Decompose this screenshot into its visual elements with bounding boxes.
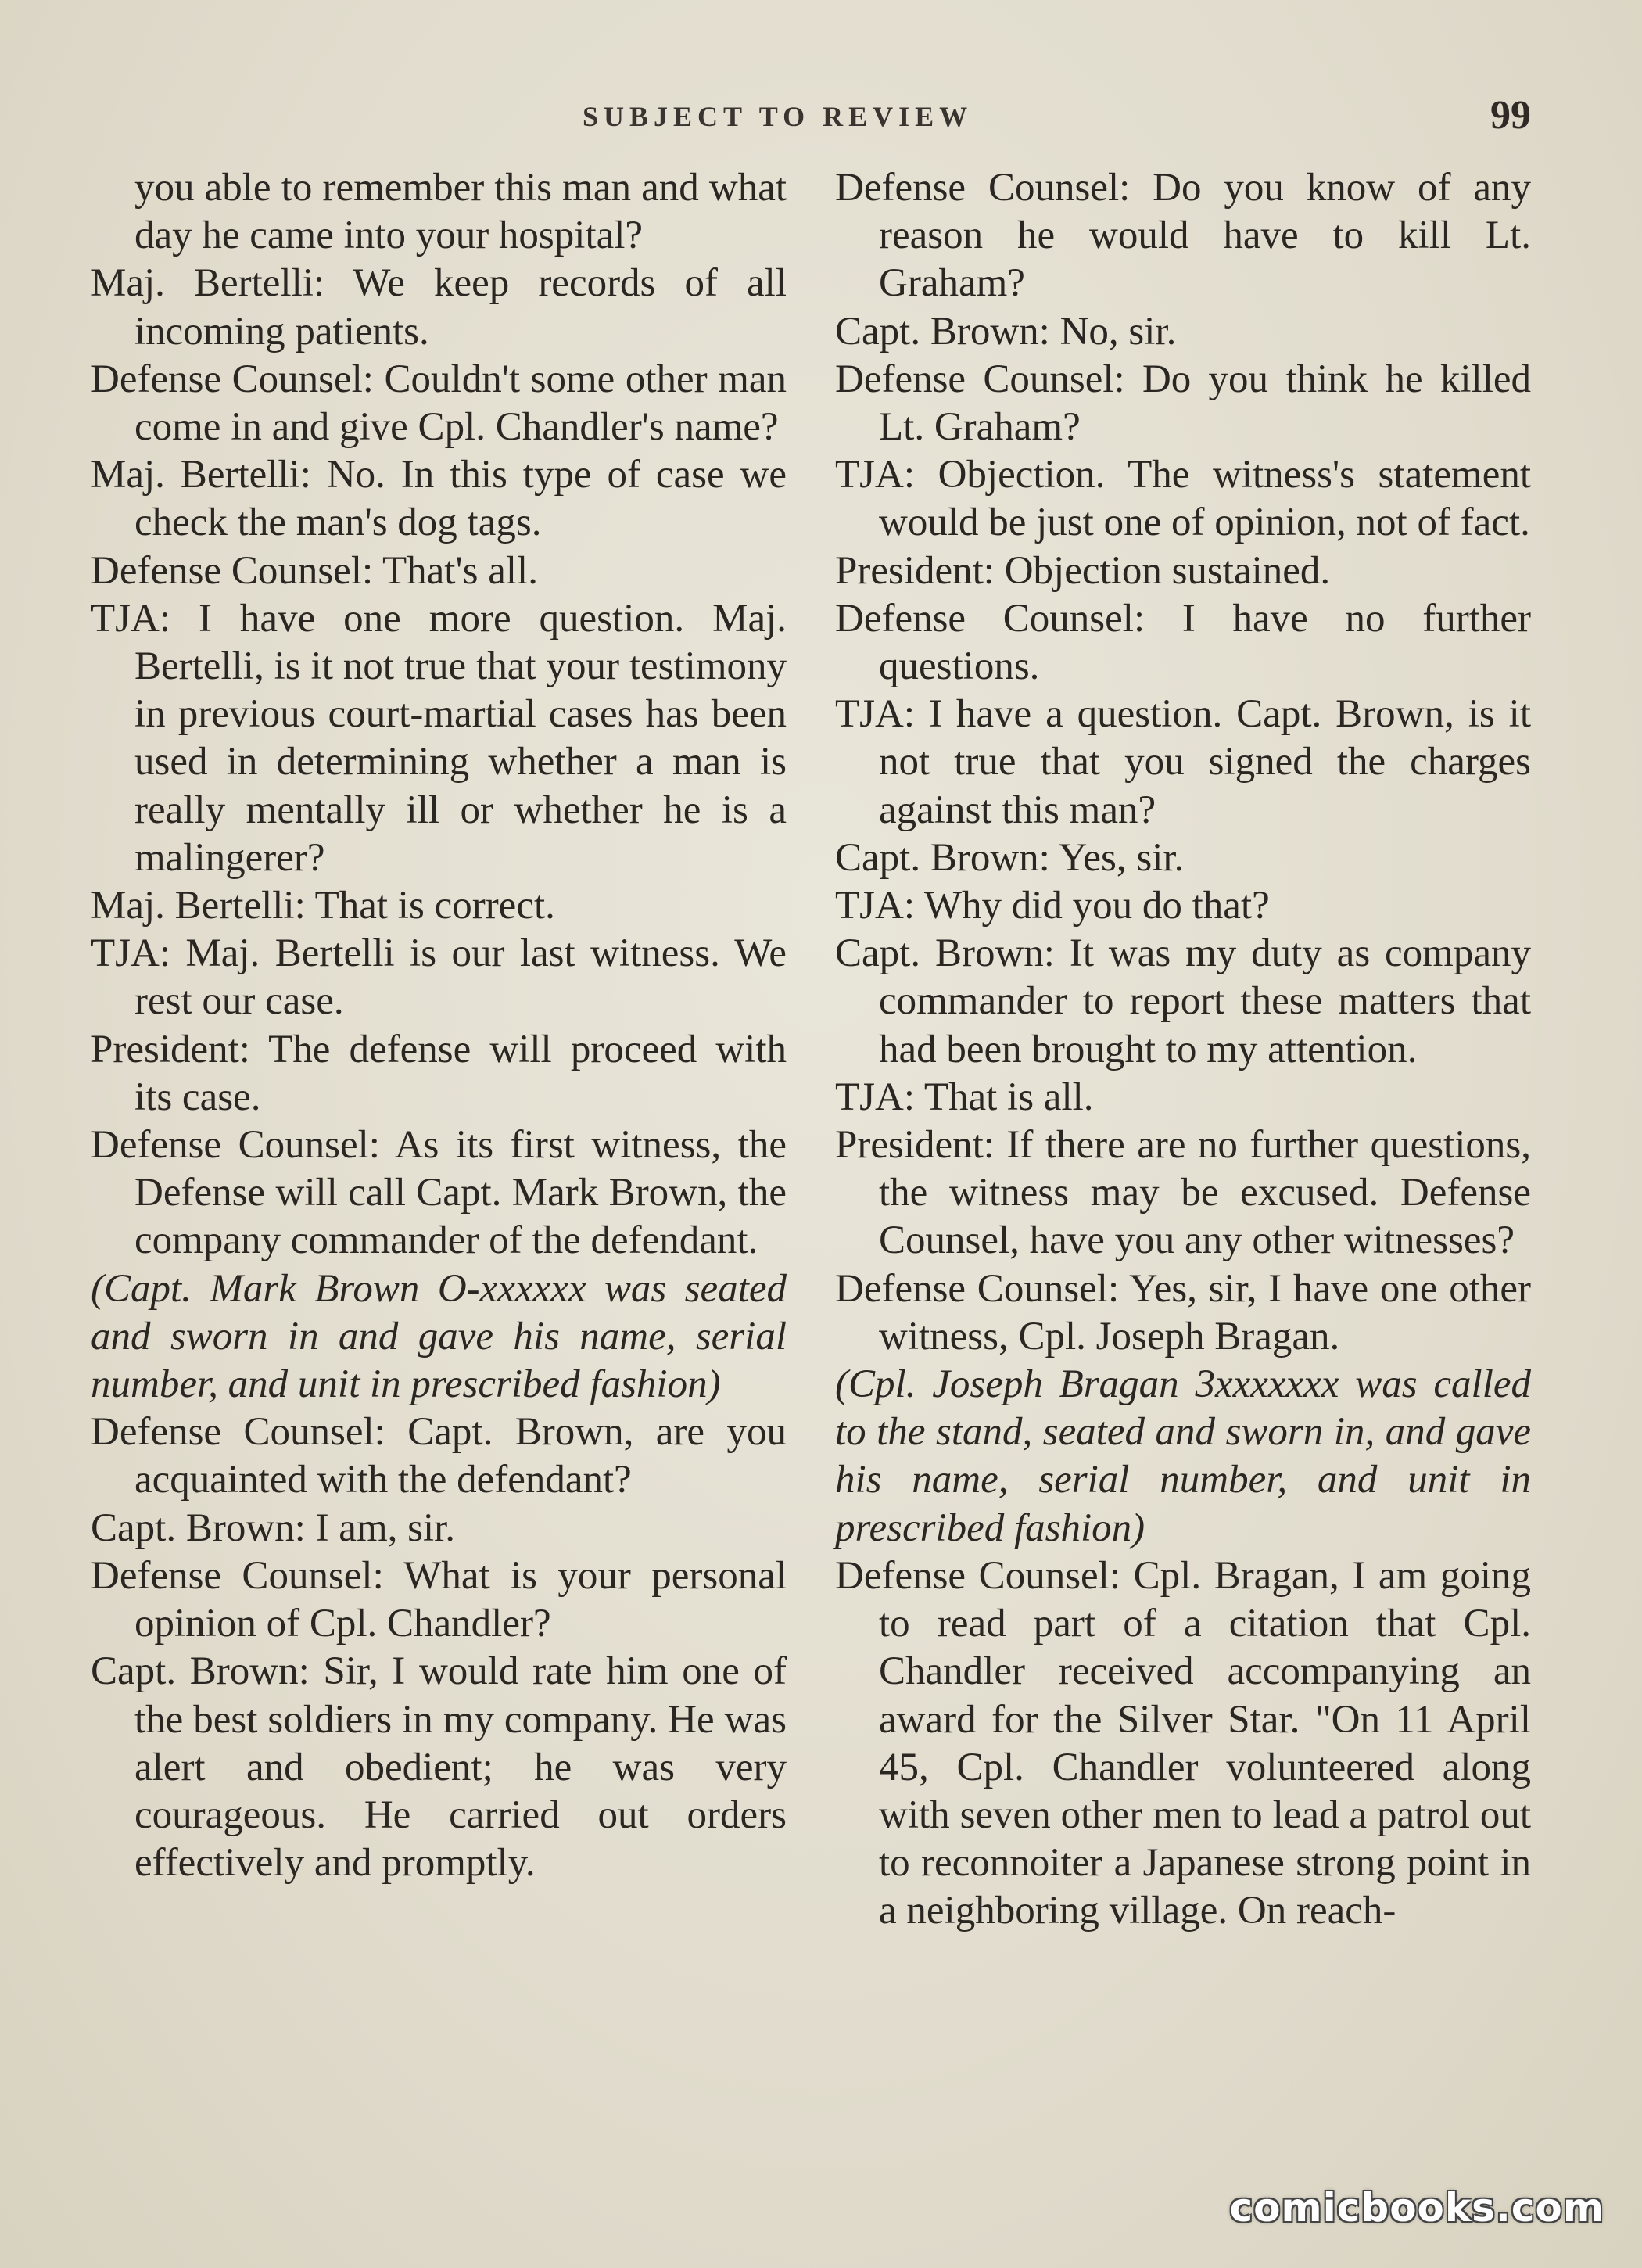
paragraph: Capt. Brown: It was my duty as company commander to report these matters that had been brought to my attention. (835, 931, 1531, 1071)
stage-direction: (Cpl. Joseph Bragan 3xxxxxxx was called to the stand, seated and sworn in, and gave his name, serial number, and unit in prescribed fashion) (835, 1362, 1531, 1550)
paragraph: President: If there are no further questions, the witness may be excused. Defense Counsel, have you any other witnesses? (835, 1123, 1531, 1263)
paragraph: Capt. Brown: I am, sir. (91, 1505, 456, 1550)
paragraph: Capt. Brown: Sir, I would rate him one of the best soldiers in my company. He was alert and obedient; he was very courageous. He carried out orders effectively and promptly. (91, 1649, 787, 1886)
paragraph: President: The defense will proceed with its case. (91, 1027, 787, 1119)
paragraph: Capt. Brown: Yes, sir. (835, 835, 1185, 880)
watermark: comicbooks.com (1229, 2185, 1604, 2230)
paragraph: President: Objection sustained. (835, 548, 1331, 593)
paragraph: Defense Counsel: As its first witness, the Defense will call Capt. Mark Brown, the company commander of the defendant. (91, 1123, 787, 1263)
paragraph: Maj. Bertelli: We keep records of all incoming patients. (91, 261, 787, 353)
paragraph: Defense Counsel: Capt. Brown, are you acquainted with the defendant? (91, 1410, 787, 1502)
paragraph: TJA: Maj. Bertelli is our last witness. We rest our case. (91, 931, 787, 1024)
paragraph: TJA: Why did you do that? (835, 884, 1270, 928)
running-title: SUBJECT TO REVIEW (583, 101, 973, 132)
paragraph: Defense Counsel: That's all. (91, 548, 538, 593)
paragraph: Defense Counsel: I have no further questions. (835, 596, 1531, 689)
left-column (91, 164, 787, 1887)
right-column (835, 164, 1531, 1936)
paragraph: TJA: Objection. The witness's statement would be just one of opinion, not of fact. (835, 453, 1531, 545)
paragraph: Capt. Brown: No, sir. (835, 309, 1177, 353)
paragraph: Defense Counsel: Do you think he killed Lt. Graham? (835, 357, 1531, 450)
paragraph: you able to remember this man and what day he came into your hospital? (134, 166, 787, 258)
paragraph: TJA: That is all. (835, 1075, 1094, 1119)
paragraph: Defense Counsel: Yes, sir, I have one other witness, Cpl. Joseph Bragan. (835, 1266, 1531, 1358)
page-number: 99 (1490, 93, 1531, 138)
paragraph: Defense Counsel: Couldn't some other man come in and give Cpl. Chandler's name? (91, 357, 787, 450)
paragraph: Defense Counsel: Cpl. Bragan, I am going to read part of a citation that Cpl. Chandler received accompanying an award for the Silver Star. "On 11 April 45, Cpl. Chandler volunteered along with seven other men to lead a patrol out to reconnoiter a Japanese strong point in a neighboring village. On reach- (835, 1553, 1531, 1933)
paragraph: TJA: I have a question. Capt. Brown, is it not true that you signed the charges against this man? (835, 692, 1531, 832)
paragraph: Maj. Bertelli: That is correct. (91, 884, 555, 928)
paragraph: Defense Counsel: What is your personal opinion of Cpl. Chandler? (91, 1553, 787, 1646)
paragraph: Maj. Bertelli: No. In this type of case we check the man's dog tags. (91, 453, 787, 545)
paragraph: Defense Counsel: Do you know of any reason he would have to kill Lt. Graham? (835, 166, 1531, 306)
stage-direction: (Capt. Mark Brown O-xxxxxx was seated and sworn in and gave his name, serial number, and unit in prescribed fashion) (91, 1266, 787, 1407)
paragraph: TJA: I have one more question. Maj. Bertelli, is it not true that your testimony in previous court-martial cases has been used in determining whether a man is really mentally ill or whether he is a malingerer? (91, 596, 787, 880)
